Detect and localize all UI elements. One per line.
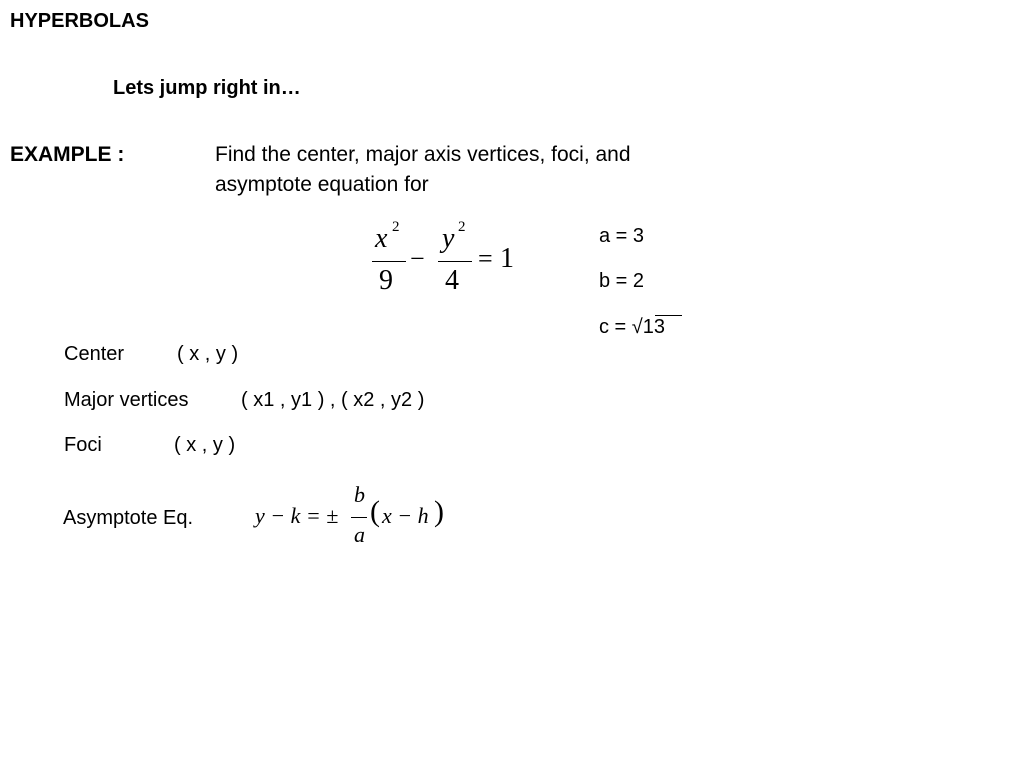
page-title: HYPERBOLAS xyxy=(10,10,149,32)
asymptote-inner: x − h xyxy=(382,503,429,528)
example-prompt-line2: asymptote equation for xyxy=(215,173,429,196)
center-value: ( x , y ) xyxy=(177,343,239,365)
asymptote-fraction-numerator: b xyxy=(354,482,365,507)
asymptote-paren-close: ) xyxy=(434,495,444,528)
value-b: b = 2 xyxy=(599,270,645,292)
foci-value: ( x , y ) xyxy=(174,434,236,456)
equation-numerator-y: y xyxy=(442,223,455,254)
equation-denominator-9: 9 xyxy=(379,265,393,296)
asymptote-lhs: y − k = ± xyxy=(255,503,339,528)
intro-text: Lets jump right in… xyxy=(113,77,301,99)
asymptote-fraction-bar xyxy=(351,517,367,518)
asymptote-label: Asymptote Eq. xyxy=(63,507,194,529)
equation-fraction-bar-2 xyxy=(438,261,472,262)
value-c-radicand: 13 xyxy=(642,316,666,338)
asymptote-equation xyxy=(252,482,452,552)
example-prompt-line1: Find the center, major axis vertices, foci, and xyxy=(215,143,631,166)
equation-exponent-y: 2 xyxy=(458,219,466,235)
center-label: Center xyxy=(64,343,125,365)
asymptote-fraction-denominator: a xyxy=(354,522,365,547)
asymptote-paren-open: ( xyxy=(370,495,380,528)
vertices-label: Major vertices xyxy=(64,389,189,411)
foci-label: Foci xyxy=(64,434,102,456)
value-a: a = 3 xyxy=(599,225,645,247)
sqrt-icon: √ xyxy=(631,316,643,338)
equation-fraction-bar-1 xyxy=(372,261,406,262)
example-label: EXAMPLE : xyxy=(10,143,125,166)
vertices-value: ( x1 , y1 ) , ( x2 , y2 ) xyxy=(241,389,425,411)
value-c xyxy=(599,316,665,339)
equation-minus: − xyxy=(410,244,425,273)
equation-exponent-x: 2 xyxy=(392,219,400,235)
equation-rhs: 1 xyxy=(500,243,514,274)
hyperbola-equation xyxy=(360,215,530,305)
equation-numerator-x: x xyxy=(375,223,388,254)
sqrt-overbar xyxy=(655,315,682,316)
equation-denominator-4: 4 xyxy=(445,265,459,296)
equation-equals: = xyxy=(478,244,493,273)
value-c-prefix: c = xyxy=(599,316,632,338)
